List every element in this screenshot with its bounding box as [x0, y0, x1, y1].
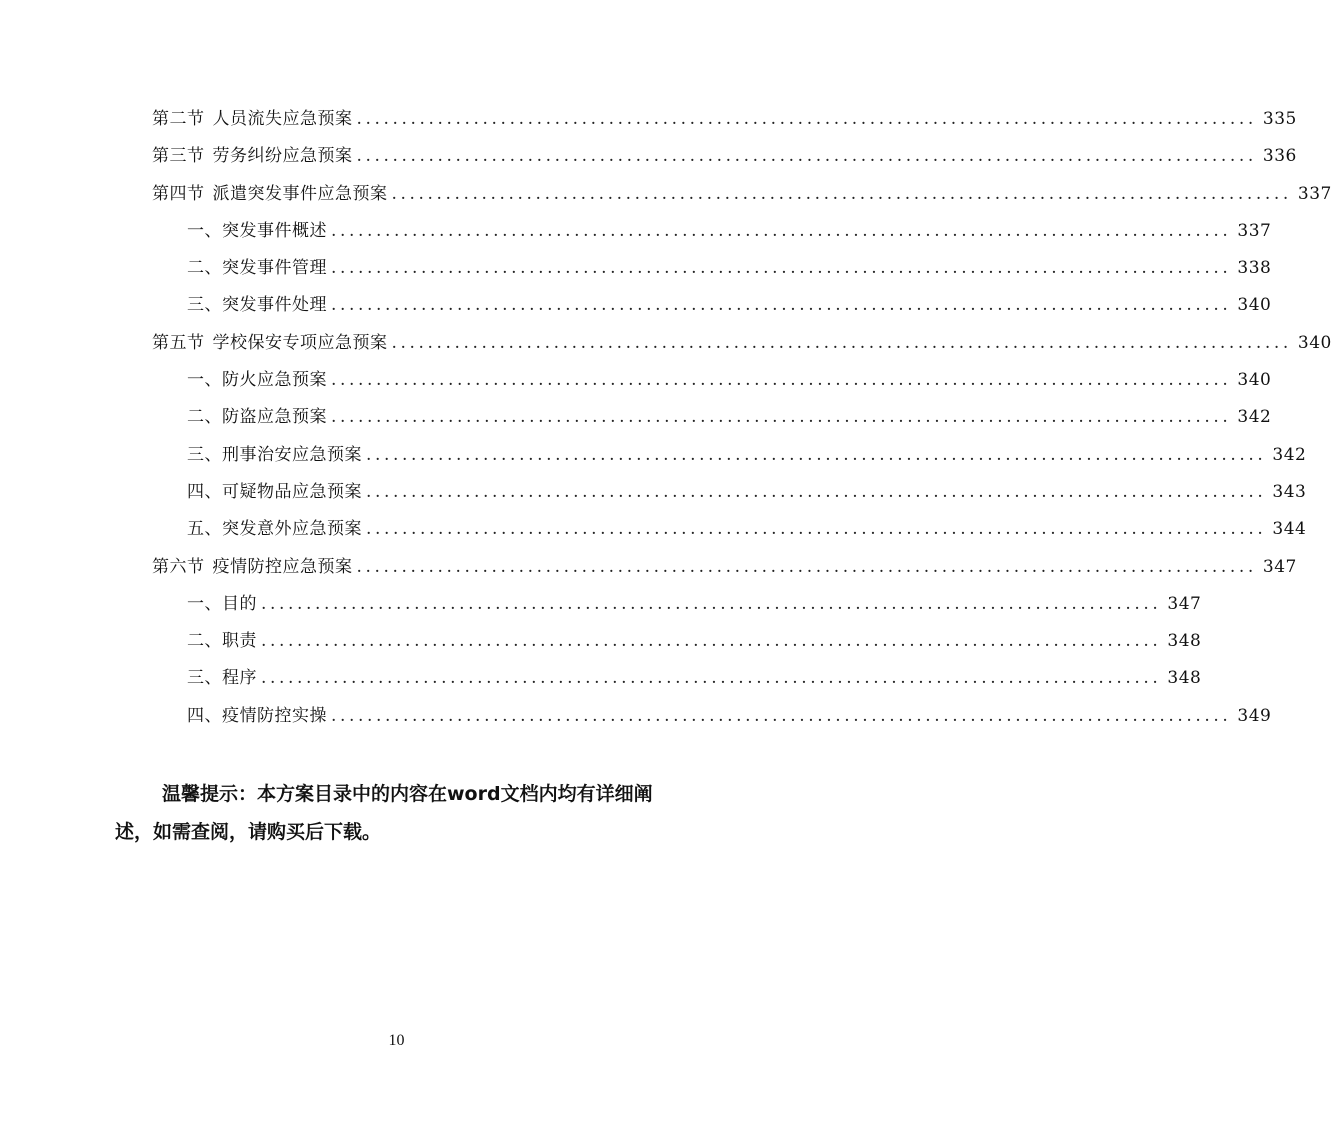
toc-entry-title: 一、目的	[187, 593, 257, 614]
toc-page-number: 342	[1237, 407, 1272, 428]
toc-page-number: 349	[1237, 705, 1272, 726]
toc-entry-label	[187, 660, 257, 697]
toc-entry-title: 学校保安专项应急预案	[212, 332, 388, 353]
toc-section-number: 第二节	[152, 109, 205, 129]
toc-entry-label	[187, 698, 327, 735]
toc-page-number: 347	[1262, 556, 1297, 577]
toc-page-number: 338	[1237, 258, 1272, 279]
toc-dot-leader: ....................................................................................................	[331, 407, 1232, 428]
toc-entry-label	[187, 474, 362, 511]
toc-dot-leader: ....................................................................................................	[356, 109, 1257, 129]
toc-entry-title: 一、突发事件概述	[187, 220, 327, 241]
toc-entry-17[interactable]	[152, 698, 1272, 735]
page-number: 10	[388, 1032, 405, 1049]
toc-entry-7[interactable]	[152, 325, 1332, 362]
toc-entry-title: 二、突发事件管理	[187, 258, 327, 279]
table-of-contents	[152, 101, 1332, 735]
toc-dot-leader: ....................................................................................................	[391, 183, 1292, 204]
toc-entry-label	[187, 250, 327, 287]
toc-dot-leader: ....................................................................................................	[356, 146, 1257, 167]
toc-entry-title: 四、可疑物品应急预案	[187, 481, 362, 502]
toc-entry-5[interactable]	[152, 250, 1272, 287]
toc-entry-title: 派遣突发事件应急预案	[212, 183, 388, 204]
toc-dot-leader: ....................................................................................................	[366, 444, 1267, 465]
toc-page-number: 342	[1272, 444, 1307, 465]
toc-entry-14[interactable]	[152, 586, 1202, 623]
toc-entry-label	[187, 399, 327, 436]
toc-entry-label	[152, 325, 388, 362]
toc-entry-12[interactable]	[152, 511, 1307, 548]
toc-page-number: 340	[1237, 370, 1272, 391]
download-notice: 温馨提示：本方案目录中的内容在word文档内均有详细阐述，如需查阅，请购买后下载。	[115, 783, 653, 843]
toc-page-number: 344	[1272, 519, 1307, 540]
toc-page-number: 347	[1167, 593, 1202, 614]
toc-dot-leader: ....................................................................................................	[331, 295, 1232, 316]
toc-page-number: 335	[1262, 109, 1297, 129]
toc-entry-title: 五、突发意外应急预案	[187, 519, 362, 540]
toc-section-number: 第六节	[152, 556, 205, 577]
toc-entry-title: 劳务纠纷应急预案	[212, 146, 353, 167]
toc-entry-title: 二、职责	[187, 631, 257, 652]
toc-dot-leader: ....................................................................................................	[331, 705, 1232, 726]
toc-page-number: 340	[1237, 295, 1272, 316]
toc-dot-leader: ....................................................................................................	[331, 258, 1232, 279]
toc-entry-11[interactable]	[152, 474, 1307, 511]
toc-entry-label	[187, 213, 327, 250]
toc-entry-label	[187, 287, 327, 324]
toc-entry-6[interactable]	[152, 287, 1272, 324]
toc-entry-16[interactable]	[152, 660, 1202, 697]
toc-page-number: 348	[1167, 668, 1202, 689]
toc-entry-label	[187, 586, 257, 623]
toc-entry-15[interactable]	[152, 623, 1202, 660]
toc-entry-label	[187, 511, 362, 548]
toc-entry-title: 三、刑事治安应急预案	[187, 444, 362, 465]
toc-entry-8[interactable]	[152, 362, 1272, 399]
toc-dot-leader: ....................................................................................................	[391, 332, 1292, 353]
toc-section-number: 第三节	[152, 146, 205, 167]
toc-section-number: 第四节	[152, 183, 205, 204]
toc-dot-leader: ....................................................................................................	[261, 631, 1162, 652]
toc-entry-title: 二、防盗应急预案	[187, 407, 327, 428]
toc-entry-label	[152, 549, 353, 586]
toc-entry-title: 三、突发事件处理	[187, 295, 327, 316]
toc-dot-leader: ....................................................................................................	[366, 481, 1267, 502]
toc-entry-title: 四、疫情防控实操	[187, 705, 327, 726]
toc-dot-leader: ....................................................................................................	[331, 220, 1232, 241]
toc-page-number: 340	[1297, 332, 1332, 353]
toc-entry-label	[187, 623, 257, 660]
toc-entry-9[interactable]	[152, 399, 1272, 436]
toc-entry-2[interactable]	[152, 138, 1297, 175]
toc-entry-label	[152, 101, 353, 138]
toc-dot-leader: ....................................................................................................	[331, 370, 1232, 391]
toc-entry-label	[152, 176, 388, 213]
toc-entry-title: 一、防火应急预案	[187, 370, 327, 391]
toc-entry-label	[152, 138, 353, 175]
toc-section-number: 第五节	[152, 332, 205, 353]
toc-page-number: 337	[1237, 220, 1272, 241]
toc-entry-title: 三、程序	[187, 668, 257, 689]
toc-dot-leader: ....................................................................................................	[261, 593, 1162, 614]
toc-dot-leader: ....................................................................................................	[356, 556, 1257, 577]
toc-dot-leader: ....................................................................................................	[366, 519, 1267, 540]
toc-entry-1[interactable]	[152, 101, 1297, 138]
toc-entry-label	[187, 437, 362, 474]
toc-entry-title: 疫情防控应急预案	[212, 556, 353, 577]
toc-entry-title: 人员流失应急预案	[212, 109, 353, 129]
toc-entry-13[interactable]	[152, 549, 1297, 586]
toc-dot-leader: ....................................................................................................	[261, 668, 1162, 689]
toc-entry-10[interactable]	[152, 437, 1307, 474]
toc-entry-label	[187, 362, 327, 399]
toc-page-number: 343	[1272, 481, 1307, 502]
toc-page-number: 348	[1167, 631, 1202, 652]
toc-entry-4[interactable]	[152, 213, 1272, 250]
toc-page-number: 336	[1262, 146, 1297, 167]
toc-entry-3[interactable]	[152, 176, 1332, 213]
toc-page-number: 337	[1297, 183, 1332, 204]
